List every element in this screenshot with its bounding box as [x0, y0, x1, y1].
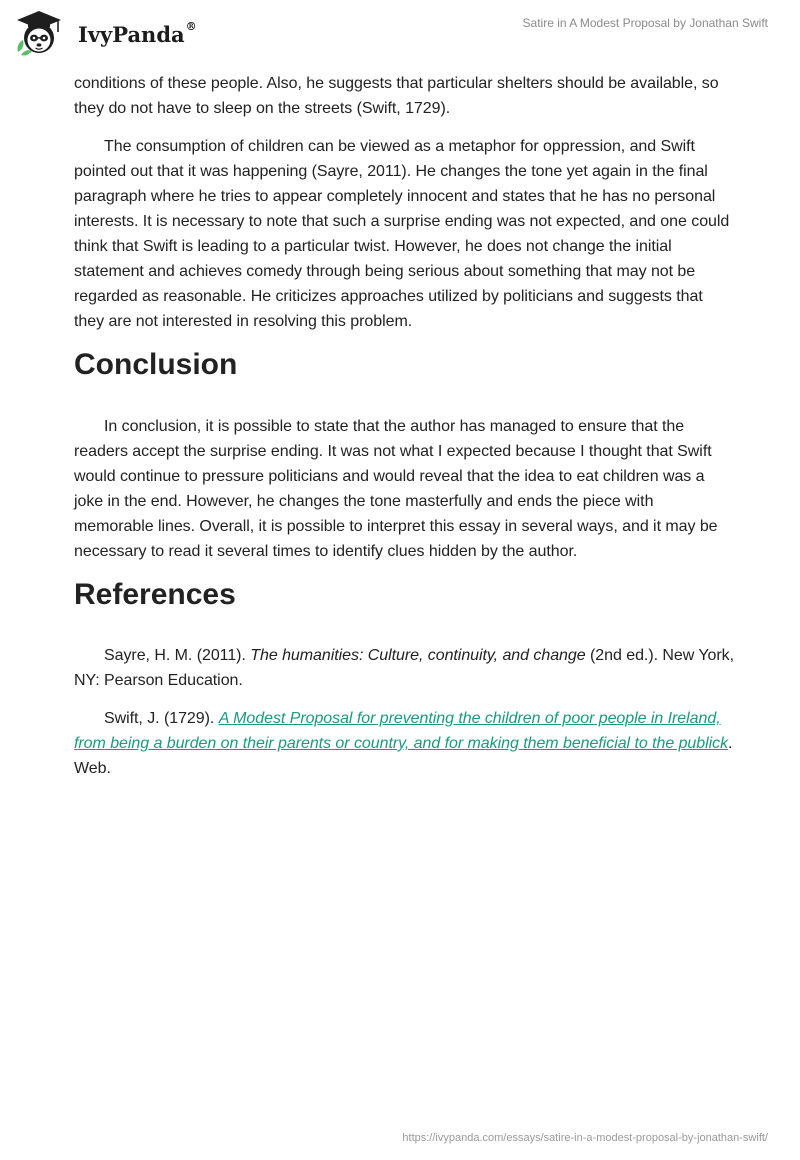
references-heading: References [74, 578, 236, 611]
reference-item [74, 706, 734, 781]
reference-link[interactable]: A Modest Proposal for preventing the children of poor people in Ireland, from being a burden on their parents or country, and for making them beneficial to the publick [74, 710, 729, 752]
reference-format: . Web. [74, 735, 733, 777]
footer-url: https://ivypanda.com/essays/satire-in-a-modest-proposal-by-jonathan-swift/ [402, 1132, 768, 1144]
panda-graduate-icon [14, 8, 64, 58]
reference-author: Swift, J. (1729). [104, 710, 219, 727]
paragraph-conclusion: In conclusion, it is possible to state that the author has managed to ensure that the readers accept the surprise ending. It was not what I expected because I thought that Swift would continue to pressure politicians and would reveal that the idea to eat children was a joke in the end. However, he changes the tone masterfully and ends the piece with memorable lines. Overall, it is possible to interpret this essay in several ways, and it may be necessary to read it several times to identify clues hidden by the author. [74, 418, 718, 560]
conclusion-heading: Conclusion [74, 348, 238, 381]
logo-wordmark: IvyPanda® [78, 20, 197, 47]
paragraph-consumption: The consumption of children can be viewed as a metaphor for oppression, and Swift pointed out that it was happening (Sayre, 2011). He changes the tone yet again in the final paragraph where he tries to appear completely innocent and states that he has no personal interests. It is necessary to note that such a surprise ending was not expected, and one could think that Swift is leading to a particular twist. However, he does not change the initial statement and achieves comedy through being serious about something that may not be regarded as reasonable. He criticizes approaches utilized by politicians and suggests that they are not interested in resolving this problem. [74, 138, 730, 330]
reference-author: Sayre, H. M. (2011). [104, 647, 251, 664]
ivypanda-logo[interactable] [14, 8, 204, 58]
essay-title-header: Satire in A Modest Proposal by Jonathan Swift [522, 16, 768, 30]
registered-mark: ® [185, 20, 197, 33]
reference-publisher: (2nd ed.). New York, NY: Pearson Education. [74, 647, 734, 689]
reference-item [74, 643, 734, 693]
essay-content [74, 71, 734, 794]
page-header [0, 0, 800, 62]
reference-title: The humanities: Culture, continuity, and change [250, 647, 586, 664]
paragraph-continued: conditions of these people. Also, he suggests that particular shelters should be available, so they do not have to sleep on the streets (Swift, 1729). [74, 75, 719, 117]
